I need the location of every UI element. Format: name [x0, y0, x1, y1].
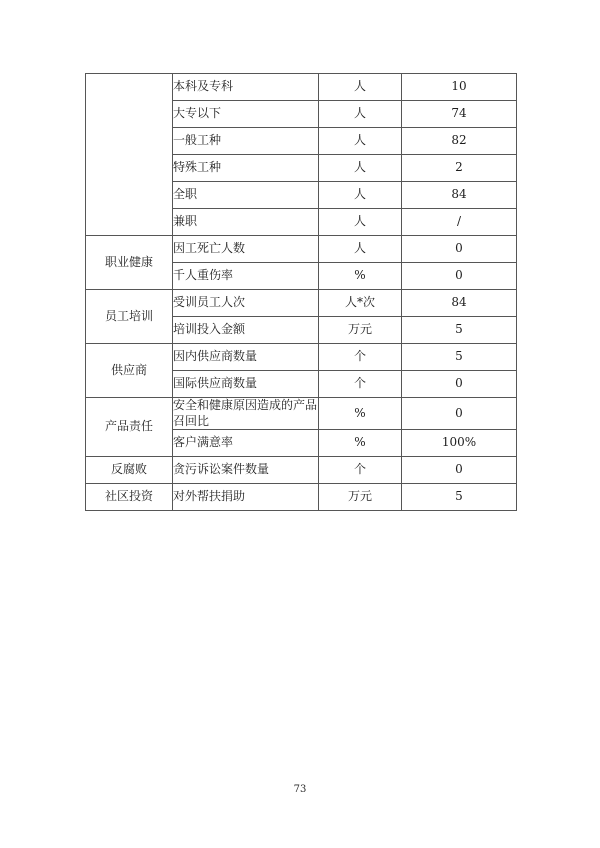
value-cell: 5: [402, 484, 517, 511]
indicator-cell: 大专以下: [173, 101, 319, 128]
value-cell: /: [402, 209, 517, 236]
value-cell: 0: [402, 263, 517, 290]
category-cell: 产品责任: [86, 398, 173, 457]
table-row: [86, 457, 517, 484]
unit-cell: %: [319, 263, 402, 290]
value-cell: 84: [402, 182, 517, 209]
value-cell: 2: [402, 155, 517, 182]
unit-cell: 个: [319, 457, 402, 484]
indicator-cell: 千人重伤率: [173, 263, 319, 290]
unit-cell: 个: [319, 371, 402, 398]
indicator-cell: 客户满意率: [173, 430, 319, 457]
indicator-cell: 一般工种: [173, 128, 319, 155]
table-row: [86, 398, 517, 430]
table-row: [86, 290, 517, 317]
kpi-table-body: [86, 74, 517, 511]
indicator-cell: 安全和健康原因造成的产品召回比: [173, 398, 319, 430]
unit-cell: 人: [319, 236, 402, 263]
indicator-cell: 对外帮扶捐助: [173, 484, 319, 511]
value-cell: 10: [402, 74, 517, 101]
value-cell: 5: [402, 344, 517, 371]
unit-cell: 万元: [319, 484, 402, 511]
unit-cell: 万元: [319, 317, 402, 344]
value-cell: 0: [402, 398, 517, 430]
indicator-cell: 本科及专科: [173, 74, 319, 101]
indicator-cell: 特殊工种: [173, 155, 319, 182]
indicator-cell: 兼职: [173, 209, 319, 236]
value-cell: 0: [402, 236, 517, 263]
value-cell: 0: [402, 457, 517, 484]
category-cell: 员工培训: [86, 290, 173, 344]
kpi-table: [85, 73, 517, 511]
table-row: [86, 74, 517, 101]
category-cell: 反腐败: [86, 457, 173, 484]
value-cell: 74: [402, 101, 517, 128]
page-number: 73: [293, 784, 307, 795]
category-cell: [86, 74, 173, 236]
unit-cell: 人: [319, 74, 402, 101]
indicator-cell: 因内供应商数量: [173, 344, 319, 371]
value-cell: 5: [402, 317, 517, 344]
indicator-cell: 培训投入金额: [173, 317, 319, 344]
indicator-cell: 因工死亡人数: [173, 236, 319, 263]
unit-cell: 人*次: [319, 290, 402, 317]
indicator-cell: 国际供应商数量: [173, 371, 319, 398]
table-row: [86, 344, 517, 371]
unit-cell: 人: [319, 155, 402, 182]
table-row: [86, 236, 517, 263]
category-cell: 社区投资: [86, 484, 173, 511]
unit-cell: 人: [319, 182, 402, 209]
category-cell: 供应商: [86, 344, 173, 398]
value-cell: 0: [402, 371, 517, 398]
unit-cell: 人: [319, 209, 402, 236]
value-cell: 100%: [402, 430, 517, 457]
unit-cell: %: [319, 430, 402, 457]
indicator-cell: 贪污诉讼案件数量: [173, 457, 319, 484]
category-cell: 职业健康: [86, 236, 173, 290]
value-cell: 84: [402, 290, 517, 317]
indicator-cell: 受训员工人次: [173, 290, 319, 317]
unit-cell: 人: [319, 128, 402, 155]
table-row: [86, 484, 517, 511]
unit-cell: 个: [319, 344, 402, 371]
unit-cell: %: [319, 398, 402, 430]
value-cell: 82: [402, 128, 517, 155]
indicator-cell: 全职: [173, 182, 319, 209]
unit-cell: 人: [319, 101, 402, 128]
